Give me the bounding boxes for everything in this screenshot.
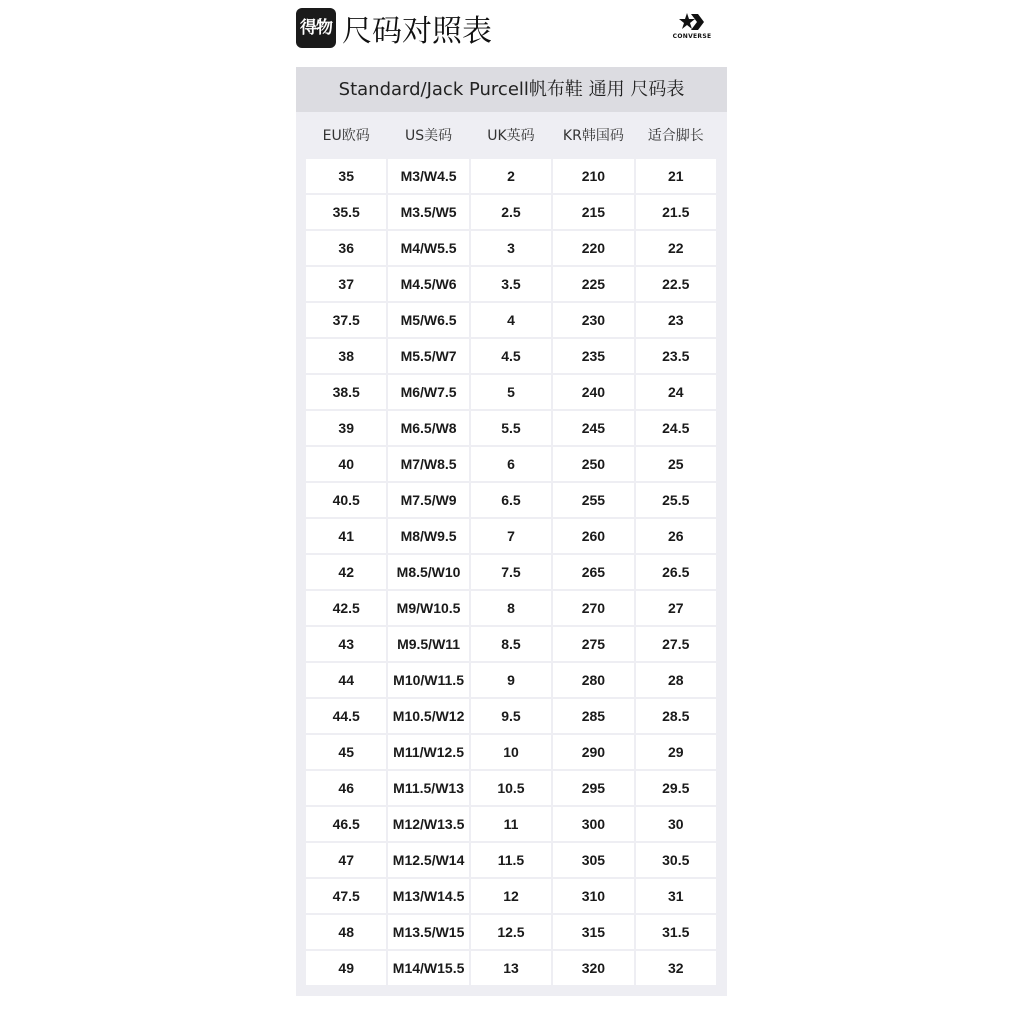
- table-cell: 225: [553, 267, 633, 301]
- table-cell: M6.5/W8: [388, 411, 468, 445]
- page-title: 尺码对照表: [342, 14, 492, 49]
- table-cell: 280: [553, 663, 633, 697]
- table-cell: M3.5/W5: [388, 195, 468, 229]
- table-cell: 11.5: [471, 843, 551, 877]
- table-cell: 305: [553, 843, 633, 877]
- table-cell: 13: [471, 951, 551, 985]
- table-row: [306, 339, 716, 373]
- table-cell: 30.5: [636, 843, 716, 877]
- table-cell: 310: [553, 879, 633, 913]
- table-cell: M9.5/W11: [388, 627, 468, 661]
- table-row: [306, 231, 716, 265]
- table-cell: M14/W15.5: [388, 951, 468, 985]
- table-cell: 2: [471, 159, 551, 193]
- table-cell: 230: [553, 303, 633, 337]
- table-cell: 210: [553, 159, 633, 193]
- table-cell: 31: [636, 879, 716, 913]
- table-row: [306, 267, 716, 301]
- table-cell: 47: [306, 843, 386, 877]
- table-cell: M12.5/W14: [388, 843, 468, 877]
- table-cell: 45: [306, 735, 386, 769]
- table-cell: 260: [553, 519, 633, 553]
- table-row: [306, 519, 716, 553]
- table-cell: 38.5: [306, 375, 386, 409]
- table-cell: 28: [636, 663, 716, 697]
- table-cell: 215: [553, 195, 633, 229]
- table-cell: M12/W13.5: [388, 807, 468, 841]
- table-cell: 220: [553, 231, 633, 265]
- table-cell: 275: [553, 627, 633, 661]
- table-row: [306, 483, 716, 517]
- table-cell: 3.5: [471, 267, 551, 301]
- table-cell: M8.5/W10: [388, 555, 468, 589]
- table-cell: 24.5: [636, 411, 716, 445]
- table-cell: 3: [471, 231, 551, 265]
- star-chevron-icon: [679, 12, 705, 32]
- table-cell: 10: [471, 735, 551, 769]
- table-cell: 26: [636, 519, 716, 553]
- table-cell: 25: [636, 447, 716, 481]
- table-cell: 28.5: [636, 699, 716, 733]
- table-cell: 37: [306, 267, 386, 301]
- table-cell: 44: [306, 663, 386, 697]
- table-cell: 37.5: [306, 303, 386, 337]
- table-row: [306, 843, 716, 877]
- table-cell: 300: [553, 807, 633, 841]
- table-cell: 23: [636, 303, 716, 337]
- table-row: [306, 951, 716, 985]
- table-cell: 47.5: [306, 879, 386, 913]
- table-cell: 43: [306, 627, 386, 661]
- table-cell: M4/W5.5: [388, 231, 468, 265]
- table-cell: M6/W7.5: [388, 375, 468, 409]
- table-cell: 4.5: [471, 339, 551, 373]
- table-cell: 9: [471, 663, 551, 697]
- table-cell: 5.5: [471, 411, 551, 445]
- brand-name: CONVERSE: [672, 33, 712, 40]
- column-header: 适合脚长: [647, 128, 704, 144]
- table-cell: 245: [553, 411, 633, 445]
- column-header: EU欧码: [322, 128, 370, 144]
- table-cell: 46.5: [306, 807, 386, 841]
- table-cell: 38: [306, 339, 386, 373]
- table-cell: 2.5: [471, 195, 551, 229]
- table-row: [306, 555, 716, 589]
- table-cell: 12.5: [471, 915, 551, 949]
- table-cell: M7.5/W9: [388, 483, 468, 517]
- table-header: [306, 121, 716, 151]
- table-cell: 265: [553, 555, 633, 589]
- table-cell: 240: [553, 375, 633, 409]
- table-cell: M9/W10.5: [388, 591, 468, 625]
- table-cell: 8.5: [471, 627, 551, 661]
- column-header: UK英码: [487, 128, 535, 144]
- table-cell: M3/W4.5: [388, 159, 468, 193]
- table-cell: 46: [306, 771, 386, 805]
- table-cell: 35.5: [306, 195, 386, 229]
- table-cell: 44.5: [306, 699, 386, 733]
- table-row: [306, 699, 716, 733]
- table-cell: 12: [471, 879, 551, 913]
- table-cell: 315: [553, 915, 633, 949]
- table-cell: 22.5: [636, 267, 716, 301]
- table-cell: 21: [636, 159, 716, 193]
- table-cell: 27: [636, 591, 716, 625]
- table-cell: 29.5: [636, 771, 716, 805]
- table-cell: M11/W12.5: [388, 735, 468, 769]
- app-logo: 得物: [296, 8, 336, 48]
- table-cell: 24: [636, 375, 716, 409]
- table-cell: 26.5: [636, 555, 716, 589]
- table-cell: 255: [553, 483, 633, 517]
- table-cell: 235: [553, 339, 633, 373]
- table-cell: 31.5: [636, 915, 716, 949]
- table-cell: 29: [636, 735, 716, 769]
- table-cell: 8: [471, 591, 551, 625]
- table-row: [306, 915, 716, 949]
- table-cell: 21.5: [636, 195, 716, 229]
- table-row: [306, 411, 716, 445]
- table-cell: M11.5/W13: [388, 771, 468, 805]
- table-cell: 285: [553, 699, 633, 733]
- table-row: [306, 627, 716, 661]
- table-body: [306, 159, 716, 987]
- table-cell: 36: [306, 231, 386, 265]
- table-cell: M13.5/W15: [388, 915, 468, 949]
- table-cell: 22: [636, 231, 716, 265]
- table-cell: M8/W9.5: [388, 519, 468, 553]
- table-cell: 270: [553, 591, 633, 625]
- table-cell: 320: [553, 951, 633, 985]
- table-row: [306, 771, 716, 805]
- table-cell: 7: [471, 519, 551, 553]
- table-row: [306, 879, 716, 913]
- table-cell: 5: [471, 375, 551, 409]
- table-row: [306, 735, 716, 769]
- table-cell: M13/W14.5: [388, 879, 468, 913]
- table-cell: M7/W8.5: [388, 447, 468, 481]
- table-cell: 11: [471, 807, 551, 841]
- table-cell: 290: [553, 735, 633, 769]
- table-cell: 40.5: [306, 483, 386, 517]
- table-cell: 35: [306, 159, 386, 193]
- table-cell: 48: [306, 915, 386, 949]
- table-row: [306, 159, 716, 193]
- table-cell: 23.5: [636, 339, 716, 373]
- table-cell: M10.5/W12: [388, 699, 468, 733]
- column-header: KR韩国码: [562, 128, 624, 144]
- size-chart: [296, 67, 727, 996]
- table-cell: 39: [306, 411, 386, 445]
- table-row: [306, 591, 716, 625]
- table-cell: 6: [471, 447, 551, 481]
- table-cell: 295: [553, 771, 633, 805]
- table-cell: 49: [306, 951, 386, 985]
- table-row: [306, 375, 716, 409]
- table-cell: M4.5/W6: [388, 267, 468, 301]
- table-cell: 25.5: [636, 483, 716, 517]
- table-cell: 42: [306, 555, 386, 589]
- page-header: [296, 0, 728, 64]
- table-cell: M5.5/W7: [388, 339, 468, 373]
- table-cell: 250: [553, 447, 633, 481]
- table-cell: 7.5: [471, 555, 551, 589]
- table-cell: 30: [636, 807, 716, 841]
- table-cell: M10/W11.5: [388, 663, 468, 697]
- table-cell: 42.5: [306, 591, 386, 625]
- table-cell: 32: [636, 951, 716, 985]
- table-cell: 6.5: [471, 483, 551, 517]
- table-row: [306, 663, 716, 697]
- table-cell: 41: [306, 519, 386, 553]
- table-row: [306, 447, 716, 481]
- table-row: [306, 807, 716, 841]
- table-cell: 4: [471, 303, 551, 337]
- chart-title: Standard/Jack Purcell帆布鞋 通用 尺码表: [296, 67, 727, 112]
- table-row: [306, 195, 716, 229]
- table-cell: M5/W6.5: [388, 303, 468, 337]
- table-cell: 27.5: [636, 627, 716, 661]
- brand-logo: [668, 12, 716, 40]
- table-cell: 40: [306, 447, 386, 481]
- table-cell: 10.5: [471, 771, 551, 805]
- column-header: US美码: [405, 128, 453, 144]
- table-cell: 9.5: [471, 699, 551, 733]
- table-row: [306, 303, 716, 337]
